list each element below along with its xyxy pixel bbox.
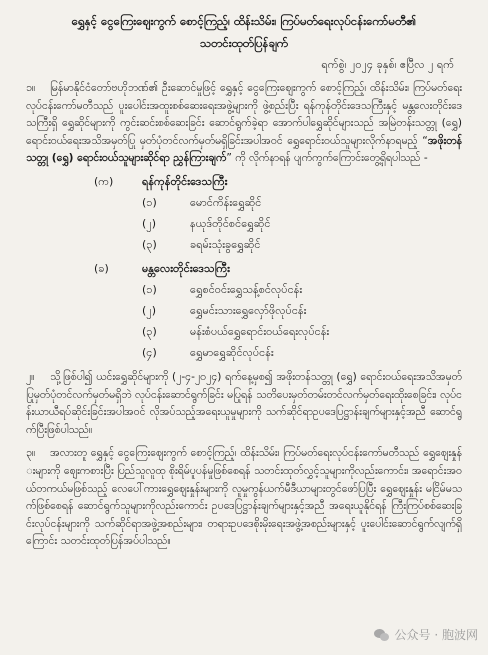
group-title: မန္တလေးတိုင်းဒေသကြီး bbox=[142, 261, 230, 275]
paragraph-number: ၃။ bbox=[26, 447, 36, 460]
item-number: (၂) bbox=[142, 216, 156, 230]
paragraph-3 bbox=[26, 445, 462, 551]
shop-name: ခရမ်းသုံးခွရွှေဆိုင် bbox=[190, 237, 261, 251]
group-heading-yangon bbox=[94, 172, 462, 192]
item-number: (၄) bbox=[142, 345, 157, 359]
list-item bbox=[142, 279, 462, 300]
paragraph-2 bbox=[26, 369, 462, 439]
document-title: ရွှေနှင့် ငွေကြေးဈေးကွက် စောင့်ကြည့်၊ ထိန်းသိမ်း၊ ကြပ်မတ်ရေးလုပ်ငန်းကော်မတီ၏ bbox=[71, 14, 417, 28]
paragraph-text: သို့ဖြစ်ပါ၍ ယင်းရွှေဆိုင်များကို (၂-၄-၂၀၂၄) ရက်နေ့မှစ၍ အဖိုးတန်သတ္တု (ရွှေ) ရောင်းဝယ်ရေးအသိအမှတ်ပြုမှတ်ပုံတင်လက်မှတ်မရှိဘဲ လုပ်ငန်းဆောင်ရွက်ခြင်း မပြုရန် သတိပေးမှတ်တမ်းတင်လက်မှတ်ရေးထိုးစေခြင်း၊ လုပ်ငန်းယာယီရပ်ဆိုင်းခြင်းအပါအဝင် လိုအပ်သည့်အရေးယူမှုများကို သက်ဆိုင်ရာဥပဒေပြဋ္ဌာန်းချက်များနှင့်အညီ ဆောင်ရွက်ပြီးဖြစ်ပါသည်။ bbox=[26, 370, 462, 436]
wechat-icon bbox=[374, 628, 390, 642]
group-number: (က) bbox=[94, 174, 114, 188]
group-number: (ခ) bbox=[94, 261, 109, 275]
paragraph-bold-text: အဖိုးတန်သတ္တု (ရွှေ) ရောင်းဝယ်သူများဆိုင်ရာ ညွှန်ကြားချက် bbox=[26, 134, 462, 165]
item-number: (၃) bbox=[142, 324, 157, 338]
list-item bbox=[142, 321, 462, 342]
watermark-text: 公众号 · 胞波网 bbox=[394, 628, 478, 642]
list-item bbox=[142, 300, 462, 321]
paragraph-1 bbox=[26, 80, 462, 168]
list-item bbox=[142, 342, 462, 363]
list-item bbox=[142, 234, 462, 255]
item-number: (၁) bbox=[142, 195, 157, 209]
watermark bbox=[374, 626, 478, 643]
paragraph-text: မြန်မာနိုင်ငံတော်ဗဟိုဘဏ်၏ ဦးဆောင်မှုဖြင့် ရွှေနှင့် ငွေကြေးဈေးကွက် စောင့်ကြည့်၊ ထိန်းသိမ်း၊ ကြပ်မတ်ရေးလုပ်ငန်းကော်မတီသည် ပူးပေါင်းအထူးစစ်ဆေးရေးအဖွဲ့များကို ဖွဲ့စည်းပြီး ရန်ကုန်တိုင်းဒေသကြီးနှင့် မန္တလေးတိုင်းဒေသကြီးရှိ ရွှေဆိုင်များကို ကွင်းဆင်းစစ်ဆေးခြင်း ဆောင်ရွက်ခဲ့ရာ အောက်ပါရွှေဆိုင်များသည် အမြဲတန်းသတ္တု (ရွှေ) ရောင်းဝယ်ရေးအသိအမှတ်ပြု မှတ်ပုံတင်လက်မှတ်မရှိခြင်းအပါအဝင် ရွှေရောင်းဝယ်သူများလိုက်နာရမည့် “ bbox=[26, 82, 462, 147]
shop-name: မန်းစံပယ်ရွှေရောင်းဝယ်ရေးလုပ်ငန်း bbox=[190, 324, 330, 338]
list-item bbox=[142, 213, 462, 234]
item-number: (၃) bbox=[142, 237, 157, 251]
paragraph-number: ၁။ bbox=[26, 82, 36, 94]
shop-name: ရွှေစင်ဝင်းရွှေသန့်စင်လုပ်ငန်း bbox=[190, 282, 303, 296]
paragraph-number: ၂။ bbox=[26, 370, 35, 383]
group-heading-mandalay bbox=[94, 259, 462, 279]
group-title: ရန်ကုန်တိုင်းဒေသကြီး bbox=[142, 174, 228, 188]
document-subtitle: သတင်းထုတ်ပြန်ချက် bbox=[200, 36, 288, 50]
shop-name: ရွှေမင်းသားရွှေလှော်ဖိုလုပ်ငန်း bbox=[190, 303, 307, 317]
shop-name: မောင်ကိန်းရွှေဆိုင် bbox=[190, 195, 262, 209]
document-date: ရက်စွဲ၊ ၂၀၂၄ ခုနှစ်၊ ဧပြီလ ၂ ရက် bbox=[321, 58, 454, 71]
paragraph-text: အလားတူ ရွှေနှင့် ငွေကြေးဈေးကွက် စောင့်ကြည့်၊ ထိန်းသိမ်း၊ ကြပ်မတ်ရေးလုပ်ငန်းကော်မတီသည် ရွှေဈေးနှုန်းများကို ဈေးကစားပြီး ပြည်သူလူထု စိုးရိမ်ပူပန်မှုဖြစ်စေရန် သတင်းထုတ်လွှင့်သူများကိုလည်းကောင်း၊ အရောင်းအဝယ်တကယ်မဖြစ်သည့် လေပေါ်ကားရွှေဈေးနှုန်းများကို လူမှုကွန်ယက်မီဒီယာများတွင်ဖော်ပြပြီး ရွှေဈေးနှုန်း မငြိမ်မသက်ဖြစ်စေရန် ဆောင်ရွက်သူများကိုလည်းကောင်း ဥပဒေပြဋ္ဌာန်းချက်များနှင့်အညီ အရေးယူနိုင်ရန် ကြီးကြပ်စစ်ဆေးခြင်းလုပ်ငန်းများကို သက်ဆိုင်ရာအဖွဲ့အစည်းများ၊ တရားဥပဒေစိုးမိုးရေးအဖွဲ့အစည်းများနှင့် ပူးပေါင်းဆောင်ရွက်လျက်ရှိကြောင်း သတင်းထုတ်ပြန်အပ်ပါသည်။ bbox=[26, 447, 462, 548]
list-item bbox=[142, 192, 462, 213]
paragraph-text: ” ကို လိုက်နာရန် ပျက်ကွက်ကြောင်းတွေ့ရှိရပါသည် - bbox=[226, 152, 428, 165]
item-number: (၂) bbox=[142, 303, 156, 317]
item-number: (၁) bbox=[142, 282, 157, 296]
shop-name: ရွှေမာရွှေဆိုင်လုပ်ငန်း bbox=[190, 345, 274, 359]
shop-name: နယုဒ်တိုင်စင်ရွှေဆိုင် bbox=[190, 216, 271, 230]
